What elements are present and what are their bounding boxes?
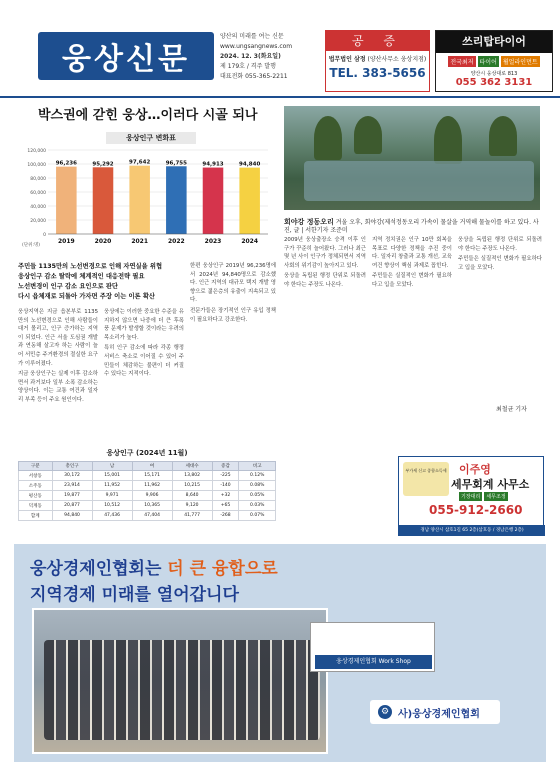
data-label: 97,642 — [129, 159, 151, 166]
table-cell: 13,802 — [172, 471, 212, 481]
photo-caption: 회야강 정동오리 겨울 오후, 회야강(제석정동오리 가속이 물살을 거역해 물놀이를 하고 있다. 사진, 글 | 서한기자 조준미 — [284, 218, 539, 234]
table-cell: 10,215 — [172, 481, 212, 491]
data-label: 94,840 — [239, 161, 261, 168]
x-tick-label: 2022 — [167, 238, 185, 245]
lede: 주민들 1135만의 노선변경으로 인해 자연실을 위협 웅상인구 감소 탈락에 체계적인 대응전략 필요 노선변경이 인구 감소 요인으로 판단 다시 읍체재로 되돌아 가자면 주장 이는 이론 확산 — [18, 263, 163, 300]
bar-2022 — [166, 166, 187, 234]
table-cell: 0.12% — [239, 471, 276, 481]
masthead-info: 양산의 미래를 여는 신문 www.ungsangnews.com 2024. 12. 3(화요일) 제 179호 / 격주 발행 대표전화 055-365-2211 — [220, 32, 320, 82]
table-row — [19, 481, 276, 491]
association-logo: ⚙ 사)웅상경제인협회 — [370, 700, 500, 724]
chart-svg — [18, 128, 276, 252]
gear-icon: ⚙ — [378, 705, 392, 719]
table-cell: 15,001 — [92, 471, 132, 481]
tire-ad[interactable]: 쓰리탑타이어 전국최저 타이어 휠얼라인먼트 양산시 웅상대로 813 055 362 3131 — [435, 30, 553, 92]
y-tick-label: 60,000 — [30, 191, 46, 196]
table-cell: 47,436 — [92, 511, 132, 521]
y-tick-label: 120,000 — [27, 149, 46, 154]
y-tick-label: 100,000 — [27, 163, 46, 168]
table-cell: 9,906 — [132, 491, 172, 501]
table-header: 남 — [92, 462, 132, 471]
article-col-1: 웅상지역은 지금 읍본부로 1135만의 노선변경으로 인해 사람들이 대거 몰리고, 인구 증가하는 지역이 되었다. 인근 서울 도심권 개발과 연동해 살고자 하는 사람이 늘어 서민층 주거환경의 절실한 요구가 이루어졌다. 지금 웅상인구는 실제 이후 감소하면서 과거보다 일부 소폭 감소하는 양상이다. 이는 교통 여건과 일자리 부족 등이 주요 원인이다. — [18, 309, 98, 403]
newspaper-logo[interactable]: 웅상신문 — [38, 32, 214, 80]
table-cell: 합계 — [19, 511, 53, 521]
data-table — [18, 461, 276, 521]
table-cell: 23,914 — [52, 481, 92, 491]
table-cell: 30,172 — [52, 471, 92, 481]
workshop-photo: 웅상경제인협회 Work Shop — [310, 622, 435, 672]
masthead — [0, 0, 560, 98]
table-cell: 94,840 — [52, 511, 92, 521]
table-cell: 47,404 — [132, 511, 172, 521]
notary-ad[interactable]: 공 증 법무법인 삼정 (양산사무소 웅상지점) TEL. 383-5656 — [325, 30, 430, 92]
table-cell: +65 — [212, 501, 239, 511]
table-cell: 11,952 — [92, 481, 132, 491]
site-link[interactable]: www.ungsangnews.com — [220, 43, 293, 50]
table-row — [19, 501, 276, 511]
y-unit-label: (단위:명) — [22, 243, 41, 248]
article-col-5: 지역 정치권은 인구 10만 회복을 목표로 다양한 정책을 추진 중이다. 일자리 창출과 교통 개선, 교육 여건 향상이 핵심 과제로 꼽힌다. 주민들은 실질적인 변화가 필요하다고 입을 모았다. — [372, 237, 452, 288]
table-cell: 19,877 — [52, 491, 92, 501]
group-photo — [32, 608, 328, 754]
table-header: 여 — [132, 462, 172, 471]
article-col-6: 웅상을 독립된 행정 단위로 되돌려야 한다는 주장도 나온다. 주민들은 실질적인 변화가 필요하다고 입을 모았다. — [458, 237, 542, 271]
table-cell: 평산동 — [19, 491, 53, 501]
y-tick-label: 80,000 — [30, 177, 46, 182]
y-tick-label: 20,000 — [30, 219, 46, 224]
bar-2020 — [93, 167, 114, 234]
table-cell: -140 — [212, 481, 239, 491]
association-banner[interactable]: 웅상경제인협회는 더 큰 융합으로 지역경제 미래를 열어갑니다 웅상경제인협회 Work Shop ⚙ 사)웅상경제인협회 — [14, 544, 546, 762]
x-tick-label: 2024 — [241, 238, 259, 245]
bar-2024 — [239, 168, 260, 234]
table-cell: 41,777 — [172, 511, 212, 521]
table-row — [19, 511, 276, 521]
table-cell: 10,512 — [92, 501, 132, 511]
population-chart — [18, 128, 276, 252]
y-tick-label: 0 — [43, 233, 46, 238]
data-label: 95,292 — [92, 161, 114, 168]
table-cell: 0.03% — [239, 501, 276, 511]
table-cell: 0.08% — [239, 481, 276, 491]
table-cell: 서창동 — [19, 471, 53, 481]
x-tick-label: 2023 — [204, 238, 222, 245]
article-col-4: 2009년 웅상출장소 승격 이후 인구가 꾸준히 늘어왔다. 그러나 최근 몇 년 사이 인구가 정체되면서 지역 사회의 위기감이 높아지고 있다. 웅상을 독립된 행정 단위로 되돌려야 한다는 주장도 나온다. — [284, 237, 366, 288]
x-tick-label: 2021 — [131, 238, 149, 245]
data-label: 96,236 — [55, 160, 77, 167]
table-cell: 소주동 — [19, 481, 53, 491]
table-cell: 덕계동 — [19, 501, 53, 511]
table-cell: 15,171 — [132, 471, 172, 481]
data-label: 94,913 — [202, 161, 224, 168]
y-tick-label: 40,000 — [30, 205, 46, 210]
population-table: 웅상인구 (2024년 11월) 구분 총인구 남 여 세대수 증감 비고 서창동 30,172 15,001 15,171 13,802 -225 0.12% 소주동 23,914 11,952 11,962 10,215 -140 0.08% 평산동 19,877 9,971 9,906 8,640 +32 0.05% 덕계동 20,877 10,512 10,365 9,120 +65 0.03% 합계 94,840 47,436 47,404 41,777 -268 0.07% — [18, 448, 276, 521]
table-header: 구분 — [19, 462, 53, 471]
article-col-3: 한편 웅상인구 2019년 96,236명에서 2024년 94,840명으로 감소했다. 인근 지역의 대규모 택지 개발 영향으로 젊은층의 유출이 지속되고 있다. 전문가들은 장기적인 인구 유입 정책이 필요하다고 강조한다. — [190, 263, 276, 323]
table-cell: 20,877 — [52, 501, 92, 511]
table-header: 총인구 — [52, 462, 92, 471]
tax-office-ad[interactable]: 부가세 신고 종합소득세 이주영 세무회계 사무소 기장대리 세무조정 055-912-2660 경남 양산시 삼호1길 65 2층(삼호동 / 경남은행 2층) — [398, 456, 544, 536]
table-cell: +32 — [212, 491, 239, 501]
table-cell: 9,971 — [92, 491, 132, 501]
table-cell: 11,962 — [132, 481, 172, 491]
bar-2023 — [203, 168, 224, 234]
bar-2019 — [56, 167, 77, 234]
headline[interactable]: 박스권에 갇힌 웅상…이러다 시골 되나 — [38, 108, 258, 123]
data-label: 96,755 — [165, 160, 187, 167]
table-header: 비고 — [239, 462, 276, 471]
chart-title: 웅상인구 변화표 — [106, 132, 196, 144]
x-tick-label: 2019 — [57, 238, 75, 245]
article-col-2: 웅상에는 이러한 중요한 수준을 유지하지 않으면 나중에 더 큰 후폭풍 문제가 발생할 것이라는 우려의 목소리가 높다. 특히 인구 감소에 따라 각종 행정 서비스 축소로 이어질 수 있어 주민들이 체감하는 불편이 더 커질 수 있다는 지적이다. — [104, 309, 184, 378]
table-row — [19, 491, 276, 501]
table-cell: -268 — [212, 511, 239, 521]
table-cell: 10,365 — [132, 501, 172, 511]
table-cell: 0.05% — [239, 491, 276, 501]
river-photo[interactable] — [284, 106, 540, 210]
table-row — [19, 471, 276, 481]
reporter-name: 최철균 기자 — [496, 406, 527, 413]
table-cell: 9,120 — [172, 501, 212, 511]
table-header: 증감 — [212, 462, 239, 471]
table-cell: -225 — [212, 471, 239, 481]
bar-2021 — [129, 166, 150, 234]
table-header: 세대수 — [172, 462, 212, 471]
table-cell: 0.07% — [239, 511, 276, 521]
x-tick-label: 2020 — [94, 238, 112, 245]
table-cell: 8,640 — [172, 491, 212, 501]
